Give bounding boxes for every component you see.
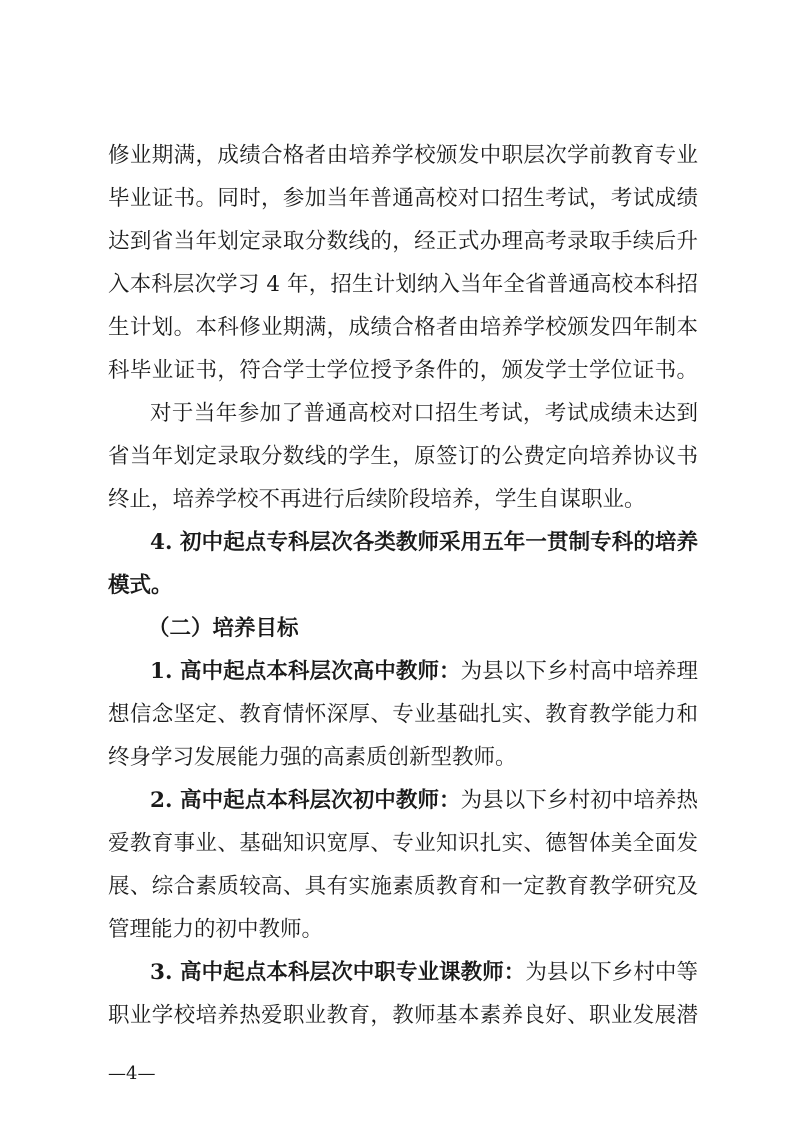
section-heading: （二）培养目标	[148, 616, 299, 641]
body-text-line: 科毕业证书，符合学士学位授予条件的，颁发学士学位证书。	[108, 358, 698, 383]
body-text-line: 职业学校培养热爱职业教育，教师基本素养良好、职业发展潜	[108, 1003, 698, 1028]
body-text-line: 入本科层次学习 4 年，招生计划纳入当年全省普通高校本科招	[108, 272, 698, 297]
body-text-line: 展、综合素质较高、具有实施素质教育和一定教育教学研究及	[108, 874, 698, 899]
goal-1-first-line	[150, 652, 698, 692]
body-text-line: 省当年划定录取分数线的学生，原签订的公费定向培养协议书	[108, 444, 698, 469]
item-4-line: 4. 初中起点专科层次各类教师采用五年一贯制专科的培养	[150, 530, 698, 555]
body-text-line: 对于当年参加了普通高校对口招生考试，考试成绩未达到	[150, 401, 698, 426]
goal-2-first-line	[150, 781, 698, 821]
body-text-line: 想信念坚定、教育情怀深厚、专业基础扎实、教育教学能力和	[108, 702, 698, 727]
body-text-line: 爱教育事业、基础知识宽厚、专业知识扎实、德智体美全面发	[108, 831, 698, 856]
body-text-line: 管理能力的初中教师。	[108, 917, 324, 942]
goal-2-text: 为县以下乡村初中培养热	[460, 788, 698, 813]
body-text-line: 达到省当年划定录取分数线的，经正式办理高考录取手续后升	[108, 229, 698, 254]
goal-1-text: 为县以下乡村高中培养理	[460, 659, 698, 684]
body-text-line: 毕业证书。同时，参加当年普通高校对口招生考试，考试成绩	[108, 186, 698, 211]
body-text-line: 终身学习发展能力强的高素质创新型教师。	[108, 745, 517, 770]
body-text-line: 修业期满，成绩合格者由培养学校颁发中职层次学前教育专业	[108, 143, 698, 168]
item-4-line: 模式。	[108, 573, 173, 598]
goal-3-text: 为县以下乡村中等	[525, 960, 698, 985]
goal-3-first-line	[150, 953, 698, 993]
goal-2-label: 2. 高中起点本科层次初中教师：	[150, 788, 461, 813]
goal-3-label: 3. 高中起点本科层次中职专业课教师：	[150, 960, 526, 985]
body-text-line: 终止，培养学校不再进行后续阶段培养，学生自谋职业。	[108, 487, 646, 512]
page-number: —4—	[108, 1063, 156, 1084]
goal-1-label: 1. 高中起点本科层次高中教师：	[150, 659, 461, 684]
body-text-line: 生计划。本科修业期满，成绩合格者由培养学校颁发四年制本	[108, 315, 698, 340]
